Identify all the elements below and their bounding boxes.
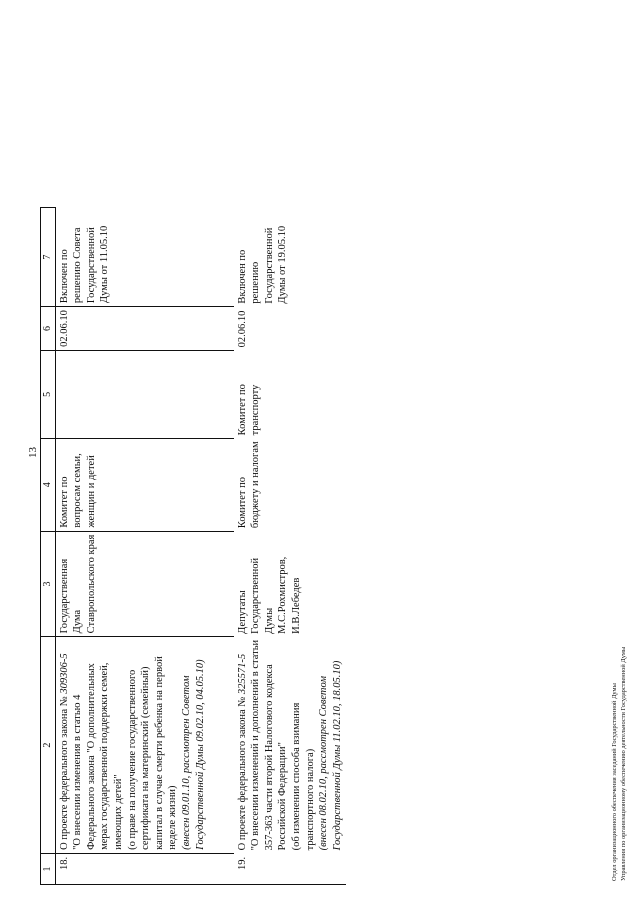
- bill-title-line: "О внесении изменения в статью 4: [72, 694, 84, 850]
- row-number: 18.: [58, 856, 70, 870]
- bill-title-line: неделе жизни): [167, 785, 179, 850]
- author-line: И.В.Лебедев: [290, 577, 302, 634]
- date-value: 02.06.10: [58, 310, 70, 347]
- table-header-row: [41, 208, 56, 885]
- bill-note-line: Государственной Думы 11.02.10, 18.05.10): [331, 660, 343, 851]
- bill-note-line: (внесен 08.02.10, рассмотрен Советом: [318, 675, 330, 851]
- page-footer: [610, 647, 628, 881]
- decision-cell: [55, 208, 234, 307]
- bill-title-line: 357-363 части второй Налогового кодекса: [263, 664, 275, 851]
- author-line: Государственная: [58, 558, 70, 634]
- co-committee-cell: [234, 350, 347, 438]
- author-line: Государственной: [250, 557, 262, 634]
- committee-line: вопросам семьи,: [72, 453, 84, 528]
- bill-title-line: Федерального закона "О дополнительных: [85, 663, 97, 850]
- decision-cell: [234, 208, 347, 307]
- agenda-table: [40, 207, 346, 885]
- bill-number: 325571-5: [236, 653, 248, 695]
- bill-title-line: имеющих детей": [112, 774, 124, 850]
- bill-title-line: Российской Федерации": [277, 742, 289, 851]
- committee-line: женщин и детей: [85, 455, 97, 528]
- bill-title-line: О проекте федерального закона № 309306-5: [58, 653, 70, 850]
- committee-line: Комитет по: [236, 477, 248, 529]
- bill-title-line: транспортного налога): [304, 748, 316, 851]
- bill-title-line: мерах государственной поддержки семей,: [99, 662, 111, 850]
- bill-title-line: сертификата на материнский (семейный): [140, 666, 152, 850]
- date-cell: [55, 307, 234, 351]
- decision-line: решению: [250, 261, 262, 304]
- date-cell: [234, 307, 347, 351]
- bill-note-line: Государственной Думы 09.02.10, 04.05.10): [194, 659, 206, 850]
- co-committee-line: транспорту: [250, 384, 262, 436]
- author-cell: [55, 531, 234, 637]
- column-header-2: 2: [41, 637, 56, 854]
- committee-cell: [55, 438, 234, 531]
- row-number: 19.: [236, 856, 248, 870]
- bill-title-line: капитал в случае смерти ребенка на первой: [153, 656, 165, 850]
- column-header-7: 7: [41, 208, 56, 307]
- date-value: 02.06.10: [236, 310, 248, 348]
- column-header-1: 1: [41, 853, 56, 884]
- committee-line: Комитет по: [58, 476, 70, 528]
- committee-cell: [234, 438, 347, 531]
- author-cell: [234, 531, 347, 637]
- author-line: Депутаты: [236, 590, 248, 634]
- page-number: 13: [27, 447, 39, 458]
- author-line: Ставропольского края: [85, 534, 97, 634]
- decision-line: Государственной: [85, 227, 97, 304]
- bill-title-line: (о праве на получение государственного: [126, 669, 138, 850]
- bill-title-line: (об изменении способа взимания: [290, 702, 302, 851]
- bill-title-line: О проекте федерального закона № 325571-5: [236, 653, 248, 851]
- author-line: М.С.Рохмистров,: [277, 556, 289, 634]
- table-row-19: [234, 208, 347, 885]
- column-header-3: 3: [41, 531, 56, 637]
- decision-line: Включен по: [236, 249, 248, 304]
- bill-title-line: "О внесении изменений и дополнений в статьи: [250, 639, 262, 851]
- co-committee-cell: [55, 350, 234, 438]
- decision-line: Думы от 11.05.10: [99, 225, 111, 304]
- footer-line: Управления по организационному обеспечению деятельности Государственной Думы: [620, 646, 627, 881]
- column-header-4: 4: [41, 438, 56, 531]
- decision-line: Включен по: [58, 249, 70, 304]
- author-line: Дума: [72, 609, 84, 634]
- committee-line: бюджету и налогам: [250, 441, 262, 529]
- decision-line: решению Совета: [72, 227, 84, 304]
- bill-title-cell: [55, 637, 234, 854]
- decision-line: Государственной: [263, 227, 275, 304]
- bill-number: 309306-5: [58, 653, 70, 694]
- footer-line: Отдел организационного обеспечения заседаний Государственной Думы: [611, 683, 618, 881]
- row-number-cell: [234, 853, 347, 884]
- column-header-6: 6: [41, 307, 56, 351]
- table-row-18: [55, 208, 234, 885]
- row-number-cell: [55, 853, 234, 884]
- co-committee-line: Комитет по: [236, 384, 248, 436]
- bill-note-line: (внесен 09.01.10, рассмотрен Советом: [180, 675, 192, 850]
- column-header-5: 5: [41, 350, 56, 438]
- author-line: Думы: [263, 607, 275, 634]
- bill-title-cell: [234, 637, 347, 854]
- decision-line: Думы от 19.05.10: [277, 225, 289, 304]
